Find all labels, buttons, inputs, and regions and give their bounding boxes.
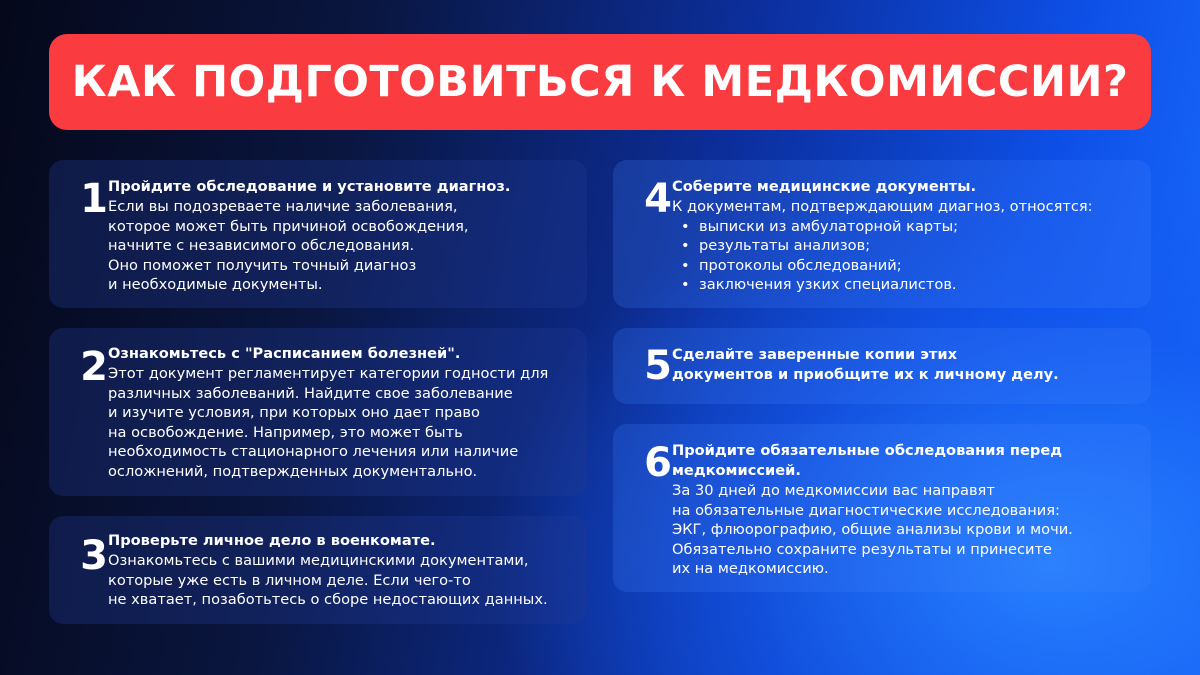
step-card-2 [49,328,587,496]
step-body [672,197,1139,217]
list-item: • заключения узких специалистов. [672,275,1139,295]
body-line: Этот документ регламентирует категории годности для [108,365,549,382]
step-heading [672,441,1139,481]
step-heading [108,177,575,197]
body-line: различных заболеваний. Найдите свое заболевание [108,384,513,402]
heading-line: Соберите медицинские документы. [672,178,976,195]
body-line: и изучите условия, при которых оно дает право [108,404,480,422]
step-card-4 [613,160,1151,308]
body-line: на обязательные диагностические исследования: [672,501,1060,519]
body-line: которые уже есть в личном деле. Если чего-то [108,571,471,589]
body-line: Обязательно сохраните результаты и принесите [672,540,1053,558]
page-title: КАК ПОДГОТОВИТЬСЯ К МЕДКОМИССИИ? [71,57,1129,107]
step-number: 2 [80,344,108,390]
step-body [672,481,1139,579]
title-banner [49,34,1151,130]
step-heading [672,345,1139,385]
heading-line: Сделайте заверенные копии этих [672,346,958,363]
step-card-3 [49,516,587,624]
step-body [108,197,575,295]
body-line: и необходимые документы. [108,276,323,294]
step-card-5 [613,328,1151,404]
step-number: 1 [80,176,108,222]
body-line: Если вы подозреваете наличие заболевания, [108,198,458,215]
list-item: • протоколы обследований; [672,256,1139,276]
step-heading [108,344,575,364]
body-line: К документам, подтверждающим диагноз, относятся: [672,198,1093,215]
body-line: на освобождение. Например, это может быть [108,423,463,441]
body-line: необходимость стационарного лечения или наличие [108,443,519,461]
heading-line: документов и приобщите их к личному делу. [672,366,1059,383]
step-body [108,364,575,482]
step-number: 5 [644,343,672,389]
body-line: Оно поможет получить точный диагноз [108,256,417,274]
heading-line: Пройдите обязательные обследования перед [672,442,1063,459]
body-line: Ознакомьтесь с вашими медицинскими документами, [108,552,529,569]
list-item: • результаты анализов; [672,236,1139,256]
heading-line: Проверьте личное дело в военкомате. [108,532,436,549]
body-line: не хватает, позаботьтесь о сборе недостающих данных. [108,591,548,609]
document-list [672,217,1139,295]
step-card-1 [49,160,587,308]
body-line: За 30 дней до медкомиссии вас направят [672,482,995,499]
body-line: осложнений, подтвержденных документально. [108,462,478,480]
body-line: начните с независимого обследования. [108,237,415,255]
step-card-6 [613,424,1151,592]
step-heading [672,177,1139,197]
heading-line: Ознакомьтесь с "Расписанием болезней". [108,345,461,362]
step-number: 3 [80,533,108,579]
step-heading [108,531,575,551]
heading-line: Пройдите обследование и установите диагноз. [108,178,511,195]
body-line: которое может быть причиной освобождения, [108,217,469,235]
step-body [108,551,575,610]
step-number: 6 [644,440,672,486]
body-line: их на медкомиссию. [672,560,829,578]
list-item: • выписки из амбулаторной карты; [672,217,1139,237]
body-line: ЭКГ, флюорографию, общие анализы крови и мочи. [672,521,1073,539]
heading-line: медкомиссией. [672,462,801,479]
step-number: 4 [644,176,672,222]
